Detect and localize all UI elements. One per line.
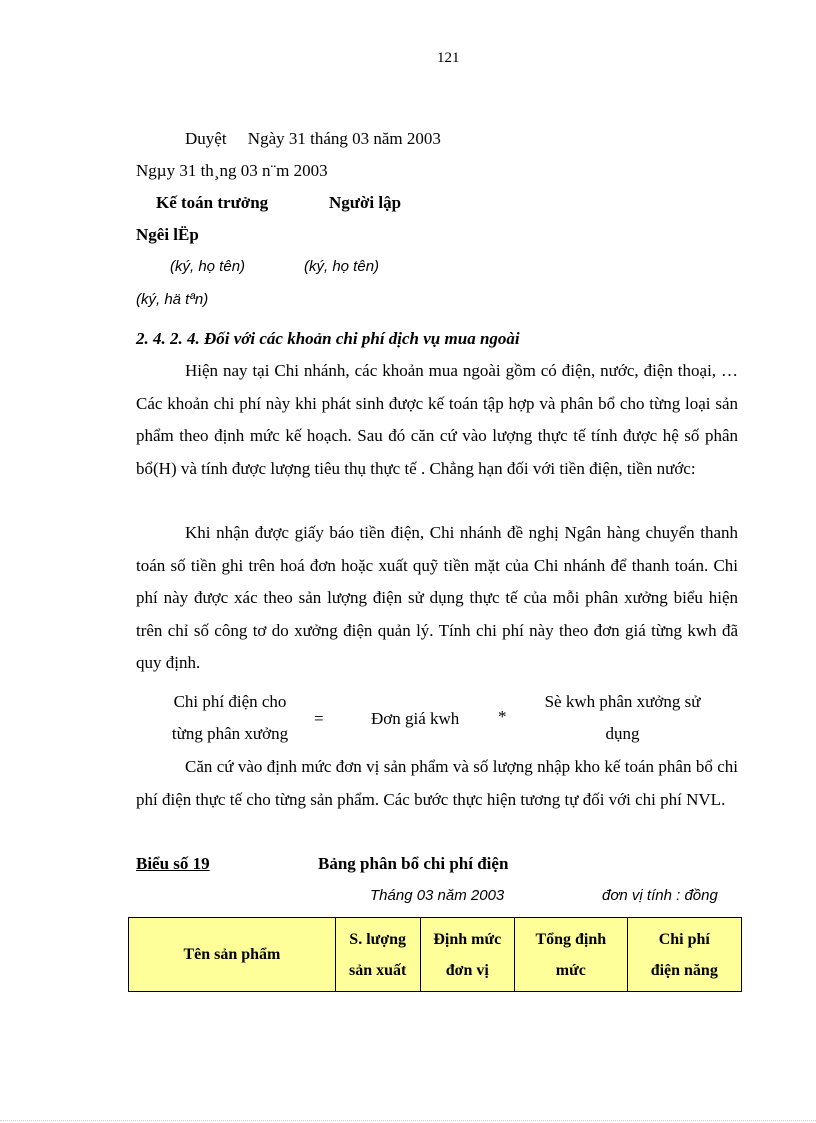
formula-lhs-line1: Chi phí điện cho <box>173 692 287 711</box>
signature-hint-right: (ký, họ tên) <box>304 258 380 275</box>
page-number: 121 <box>437 50 460 66</box>
paragraph-1 <box>136 355 738 485</box>
formula-equals: = <box>314 709 324 728</box>
formula-rhs-line1: Sè kwh phân xưởng sử <box>544 692 701 711</box>
table-header-row <box>129 918 742 992</box>
paragraph-3-text: Căn cứ vào định mức đơn vị sản phẩm và số lượng nhập kho kế toán phân bổ chi phí điện thực tế cho từng sản phẩm. Các bước thực hiện tương tự đối với chi phí NVL. <box>136 757 738 809</box>
table-title: Bảng phân bổ chi phí điện <box>318 854 509 873</box>
paragraph-3 <box>136 751 738 816</box>
formula-lhs-line2: từng phân xưởng <box>171 724 289 743</box>
signature-hint-garbled: (ký, hä tªn) <box>136 291 209 308</box>
table-unit: đơn vị tính : đồng <box>602 887 718 904</box>
formula-times: * <box>498 707 507 726</box>
paragraph-1-text: Hiện nay tại Chi nhánh, các khoản mua ngoài gồm có điện, nước, điện thoại, …Các khoản chi phí này khi phát sinh được kế toán tập hợp và phân bổ cho từng loại sản phẩm theo định mức kế hoạch. Sau đó căn cứ vào lượng thực tế tính được hệ số phân bổ(H) và tính được lượng tiêu thụ thực tế . Chẳng hạn đối với tiền điện, tiền nước: <box>136 361 738 478</box>
header-product-name: Tên sản phẩm <box>129 918 336 992</box>
signature-hint-left: (ký, họ tên) <box>170 258 246 275</box>
paragraph-2 <box>136 517 738 680</box>
creator-label: Người lập <box>329 193 402 212</box>
header-total-norm: Tổng định mức <box>515 918 627 992</box>
approval-date-garbled: Ngµy 31 th¸ng 03 n¨m 2003 <box>136 161 328 180</box>
creator-label-garbled: Ngêi lËp <box>136 225 199 244</box>
table-label: Biểu số 19 <box>136 854 210 873</box>
header-production-quantity: S. lượng sản xuất <box>335 918 420 992</box>
allocation-table <box>128 917 742 992</box>
header-electricity-cost: Chi phí điện năng <box>627 918 741 992</box>
paragraph-2-text: Khi nhận được giấy báo tiền điện, Chi nhánh đề nghị Ngân hàng chuyển thanh toán số tiền ghi trên hoá đơn hoặc xuất quỹ tiền mặt của Chi nhánh để thanh toán. Chi phí này được xác theo sản lượng điện sử dụng thực tế của mỗi phân xưởng biểu hiện trên chỉ số công tơ do xưởng điện quản lý. Tính chi phí này theo đơn giá từng kwh đã quy định. <box>136 523 738 673</box>
section-heading: 2. 4. 2. 4. Đối với các khoản chi phí dịch vụ mua ngoài <box>136 329 520 348</box>
page-bottom-border <box>0 1120 816 1121</box>
chief-accountant-label: Kế toán trưởng <box>156 193 269 212</box>
table-month: Tháng 03 năm 2003 <box>370 887 505 904</box>
formula-unit-price: Đơn giá kwh <box>371 709 460 728</box>
header-unit-norm: Định mức đơn vị <box>420 918 515 992</box>
formula-rhs-line2: dụng <box>605 724 640 743</box>
approval-date-line: Duyệt Ngày 31 tháng 03 năm 2003 <box>185 129 441 148</box>
